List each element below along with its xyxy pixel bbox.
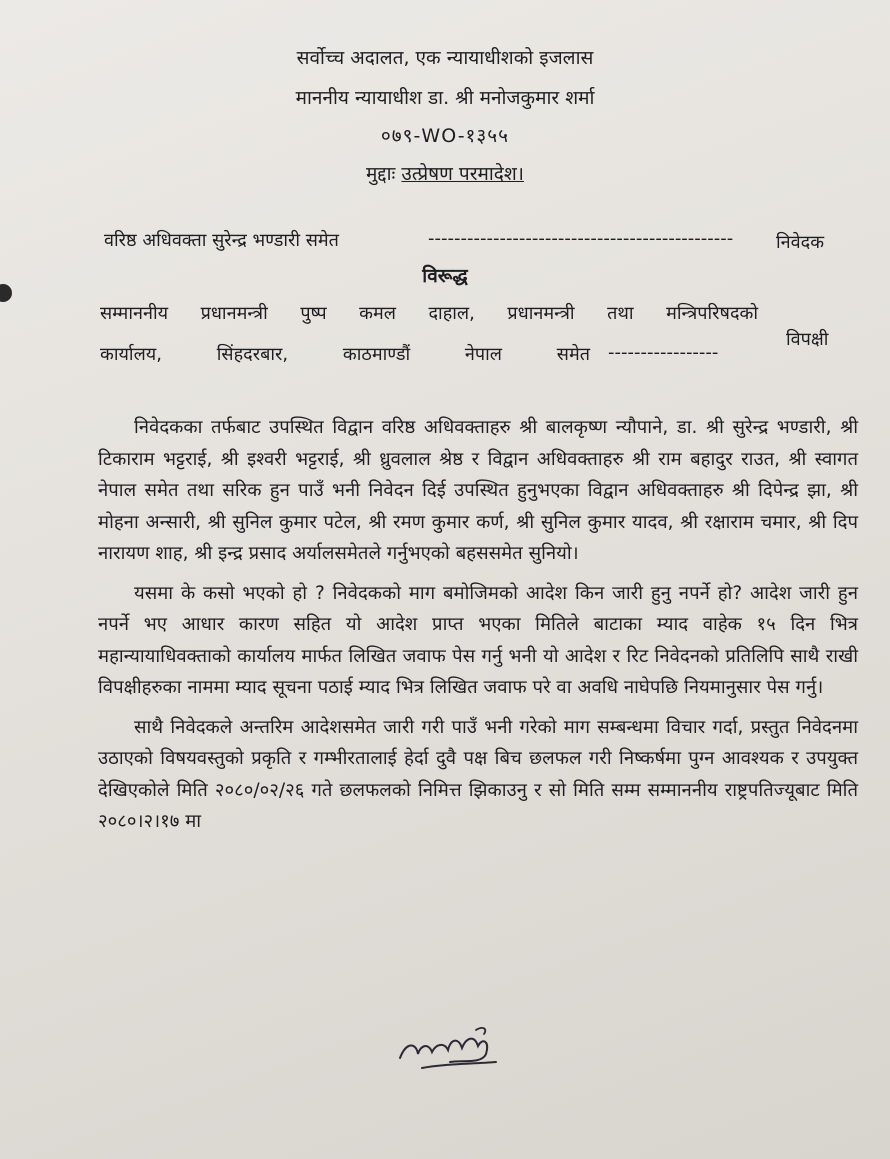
petitioner-role: निवेदक	[776, 232, 825, 253]
paragraph-show-cause: यसमा के कसो भएको हो ? निवेदकको माग बमोजिमको आदेश किन जारी हुनु नपर्ने हो? आदेश जारी हुन नपर्ने भए आधार कारण सहित यो आदेश प्राप्त भएका मितिले बाटाका म्याद वाहेक १५ दिन भित्र महान्यायाधिवक्ताको कार्यालय मार्फत लिखित जवाफ पेस गर्नु भनी यो आदेश र रिट निवेदनको प्रतिलिपि साथै राखी विपक्षीहरुका नाममा म्याद सूचना पठाई म्याद भित्र लिखित जवाफ परे वा अवधि नाघेपछि नियमानुसार पेस गर्नु।	[98, 582, 858, 698]
respondent-line-1: सम्माननीय प्रधानमन्त्री पुष्प कमल दाहाल, प्रधानमन्त्री तथा मन्त्रिपरिषदको	[100, 303, 758, 324]
respondent-role: विपक्षी	[786, 329, 829, 350]
paragraph-interim-order: साथै निवेदकले अन्तरिम आदेशसमेत जारी गरी पाउँ भनी गरेको माग सम्बन्धमा विचार गर्दा, प्रस्तुत निवेदनमा उठाएको विषयवस्तुको प्रकृति र गम्भीरतालाई हेर्दा दुवै पक्ष बिच छलफल गरी निष्कर्षमा पुग्न आवश्यक र उपयुक्त देखिएकोले मिति २०८०/०२/२६ गते छलफलको निमित्त झिकाउनु र सो मिति सम्म सम्माननीय राष्ट्रपतिज्यूबाट मिति २०८०।२।१७ मा	[98, 716, 858, 832]
versus-heading: विरूद्ध	[422, 265, 468, 287]
case-subject	[0, 160, 890, 186]
respondent-dashes: -----------------	[608, 342, 719, 363]
petitioner-name: वरिष्ठ अधिवक्ता सुरेन्द्र भण्डारी समेत	[104, 230, 339, 251]
paragraph-hearing: निवेदकका तर्फबाट उपस्थित विद्वान वरिष्ठ अधिवक्ताहरु श्री बालकृष्ण न्यौपाने, डा. श्री सुरेन्द्र भण्डारी, श्री टिकाराम भट्टराई, श्री इश्वरी भट्टराई, श्री ध्रुवलाल श्रेष्ठ र विद्वान अधिवक्ताहरु श्री राम बहादुर राउत, श्री स्वागत नेपाल समेत तथा सरिक हुन पाउँ भनी निवेदन दिई उपस्थित हुनुभएका विद्वान अधिवक्ताहरु श्री दिपेन्द्र झा, श्री मोहना अन्सारी, श्री सुनिल कुमार पटेल, श्री रमण कुमार कर्ण, श्री सुनिल कुमार यादव, श्री रक्षाराम चमार, श्री दिप नारायण शाह, श्री इन्द्र प्रसाद अर्यालसमेतले गर्नुभएको बहससमेत सुनियो।	[98, 417, 858, 564]
case-number: ०७९-WO-१३५५	[380, 125, 510, 147]
order-body	[98, 412, 858, 846]
subject-prefix: मुद्दाः	[366, 163, 396, 185]
subject-text: उत्प्रेषण परमादेश।	[401, 163, 524, 185]
judge-name: माननीय न्यायाधीश डा. श्री मनोजकुमार शर्मा	[295, 87, 595, 109]
petitioner-dashes: -----------------------------------------------	[428, 228, 734, 249]
judge-signature	[392, 1020, 512, 1080]
respondent-line-2: कार्यालय, सिंहदरबार, काठमाण्डौं नेपाल समेत	[100, 344, 590, 365]
court-heading: सर्वोच्च अदालत, एक न्यायाधीशको इजलास	[296, 47, 594, 69]
